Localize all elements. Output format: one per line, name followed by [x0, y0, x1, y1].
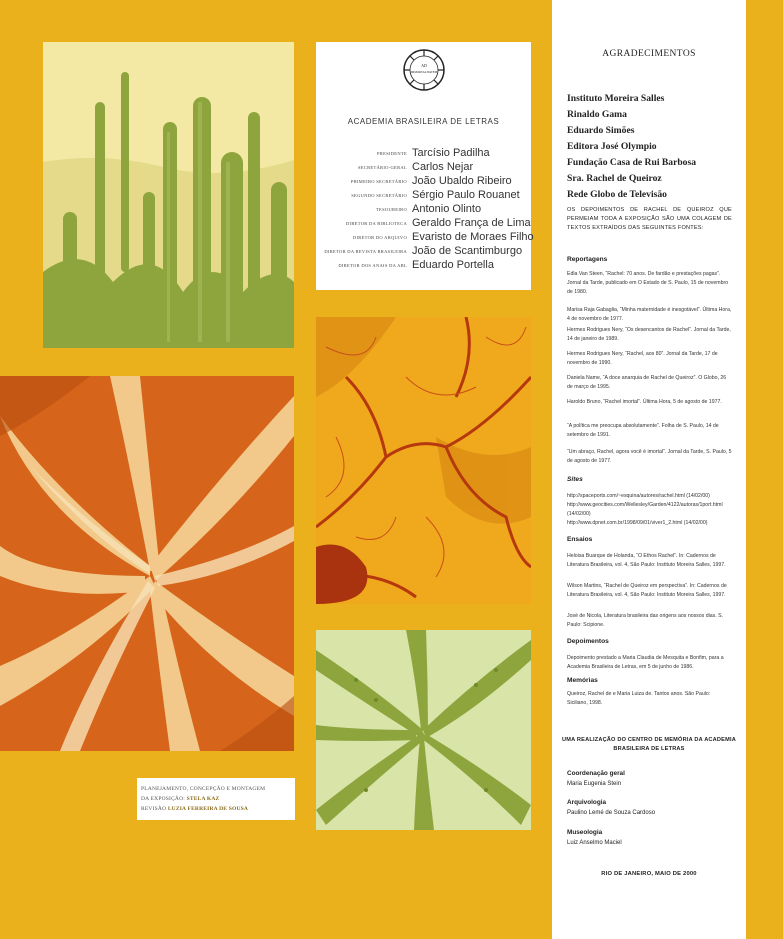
section-heading-ensaios: Ensaios: [567, 536, 593, 543]
board-row: [316, 161, 531, 175]
reference-item: “A política me preocupa absolutamente”. Folha de S. Paulo, 14 de setembro de 1991.: [567, 423, 719, 438]
ack-name: Eduardo Simões: [567, 125, 635, 136]
staff-name: Paulino Lemé de Souza Cardoso: [567, 810, 656, 816]
staff-role: Museologia: [567, 829, 603, 836]
board-role: DIRETOR DA REVISTA BRASILEIRA: [324, 249, 407, 254]
board-role: DIRETOR DO ARQUIVO: [352, 235, 407, 240]
reference-item: Heloisa Buarque de Holanda, “O Ethos Rachel”. In: Cadernos de Literatura Brasileira, vol. 4, São Paulo: Instituto Moreira Salles, 1997.: [567, 553, 726, 568]
section-heading-sites: Sites: [567, 476, 583, 483]
credit-label: DA EXPOSIÇÃO:: [141, 796, 186, 802]
board-name: Sérgio Paulo Rouanet: [412, 189, 520, 201]
board-name: Tarcísio Padilha: [412, 147, 490, 159]
reference-item: Haroldo Bruno, “Rachel imortal”. Última Hora, 5 de agosto de 1977.: [567, 399, 722, 405]
reference-item: “Um abraço, Rachel, agora você é imortal”. Jornal da Tarde, S. Paulo, 5 de agosto de 1977.: [567, 449, 732, 464]
board-row: [316, 231, 534, 245]
thorny-plant-photo: [316, 630, 531, 830]
board-name: Evaristo de Moraes Filho: [412, 231, 534, 243]
board-role: TESOUREIRO: [376, 207, 407, 212]
credit-line-1: PLANEJAMENTO, CONCEPÇÃO E MONTAGEM: [141, 786, 266, 792]
credit-value: STELA KAZ: [186, 796, 220, 802]
site-link[interactable]: http://www.dpnet.com.br/1998/09/01/viver1_2.html (14/02/00): [567, 520, 708, 526]
board-role: DIRETOR DA BIBLIOTECA: [346, 221, 407, 226]
credit-label: REVISÃO: [141, 806, 167, 812]
credit-value: LUZIA FERREIRA DE SOUSA: [167, 806, 249, 812]
board-name: João Ubaldo Ribeiro: [412, 175, 512, 187]
staff-role: Arquivologia: [567, 799, 607, 806]
ack-name: Instituto Moreira Salles: [567, 93, 665, 104]
realization-note: UMA REALIZAÇÃO DO CENTRO DE MEMÓRIA DA ACADEMIA BRASILEIRA DE LETRAS: [562, 737, 736, 752]
ack-name: Editora José Olympio: [567, 141, 657, 152]
board-name: Eduardo Portella: [412, 259, 494, 271]
svg-text:IMMORTALITATEM: IMMORTALITATEM: [410, 70, 438, 74]
cracked-earth-photo: [316, 317, 531, 604]
board-row: [316, 147, 531, 161]
board-name: Antonio Olinto: [412, 203, 482, 215]
board-row: [316, 245, 531, 259]
board-name: João de Scantimburgo: [412, 245, 523, 257]
board-role: SEGUNDO SECRETÁRIO: [351, 193, 407, 198]
ack-name: Sra. Rachel de Queiroz: [567, 173, 662, 184]
section-heading-memorias: Memórias: [567, 677, 598, 684]
reference-item: Daniela Name, “A doce anarquia de Rachel de Queiroz”. O Globo, 26 de março de 1995.: [567, 375, 727, 390]
board-role: SECRETÁRIO-GERAL: [357, 165, 407, 170]
board-row: [316, 189, 531, 203]
reference-item: Edla Van Steen, “Rachel: 70 anos. De fardão e prestações pagas”. Jornal da Tarde, publicado em O Estado de S. Paulo, 15 de novembro de 1980.: [567, 271, 729, 295]
board-row: [316, 175, 531, 189]
credit-line-2: [141, 796, 219, 802]
credits-box: [137, 778, 295, 820]
cactus-field-photo: [43, 42, 294, 348]
reference-item: Hermes Rodrigues Nery, “Os desencantos de Rachel”. Jornal da Tarde, 14 de janeiro de 1989.: [567, 327, 731, 342]
board-name: Carlos Nejar: [412, 161, 474, 173]
ack-name: Rinaldo Gama: [567, 109, 627, 120]
acknowledgements-title: AGRADECIMENTOS: [602, 49, 696, 59]
reference-item: Hermes Rodrigues Nery, “Rachel, aos 80”. Jornal da Tarde, 17 de novembro de 1990.: [567, 351, 718, 366]
place-date-closing: RIO DE JANEIRO, MAIO DE 2000: [601, 871, 697, 877]
staff-role: Coordenação geral: [567, 770, 625, 777]
site-link[interactable]: http://spaceports.com/~esquina/autores/rachel.html (14/02/00): [567, 493, 710, 499]
board-name: Geraldo França de Lima: [412, 217, 531, 229]
board-row: [316, 259, 531, 273]
reference-item: Marisa Raja Gabaglia, “Minha maternidade é inesgotável”. Última Hora, 4 de novembro de 1977.: [567, 307, 732, 322]
reference-item: Depoimento prestado a Maria Claudia de Mesquita e Bonfim, para a Academia Brasileira de Letras, em 5 de junho de 1986.: [567, 655, 724, 670]
ack-name: Fundação Casa de Rui Barbosa: [567, 157, 697, 168]
sources-intro: OS DEPOIMENTOS DE RACHEL DE QUEIROZ QUE PERMEIAM TODA A EXPOSIÇÃO SÃO UMA COLAGEM DE TEXTOS EXTRAÍDOS DAS SEGUINTES FONTES:: [567, 207, 732, 231]
board-role: DIRETOR DOS ANAIS DA ABL: [338, 263, 407, 268]
board-row: [316, 203, 531, 217]
reference-item: Queiroz, Rachel de e Maria Luiza de. Tantos anos. São Paulo: Siciliano, 1998.: [567, 691, 711, 706]
svg-text:AD: AD: [421, 63, 427, 68]
board-role: PRESIDENTE: [377, 151, 407, 156]
board-row: [316, 217, 531, 231]
abl-info-card: [316, 42, 534, 290]
staff-name: Luiz Anselmo Maciel: [567, 840, 622, 846]
abl-title: ACADEMIA BRASILEIRA DE LETRAS: [347, 117, 500, 126]
acknowledgements-column: [552, 0, 746, 939]
ack-name: Rede Globo de Televisão: [567, 189, 667, 200]
staff-name: Maria Eugenia Stein: [567, 781, 622, 787]
abl-seal-logo: [402, 48, 446, 92]
credit-line-3: [141, 806, 248, 812]
board-role: PRIMEIRO SECRETÁRIO: [350, 179, 407, 184]
reference-item: José de Nicola, Literatura brasileira das origens aos nossos dias. S. Paulo: Scipione.: [567, 613, 723, 628]
section-heading-depoimentos: Depoimentos: [567, 638, 609, 645]
site-link[interactable]: http://www.geocities.com/Wellesley/Garden/4122/autoras/1port.html (14/02/00): [567, 502, 723, 517]
bromeliad-leaves-photo: [0, 376, 294, 751]
reference-item: Wilson Martins, “Rachel de Queiroz em perspectiva”. In: Cadernos de Literatura Brasileira, vol. 4, São Paulo: Instituto Moreira Salles, 1997.: [567, 583, 727, 598]
section-heading-reportagens: Reportagens: [567, 256, 608, 263]
